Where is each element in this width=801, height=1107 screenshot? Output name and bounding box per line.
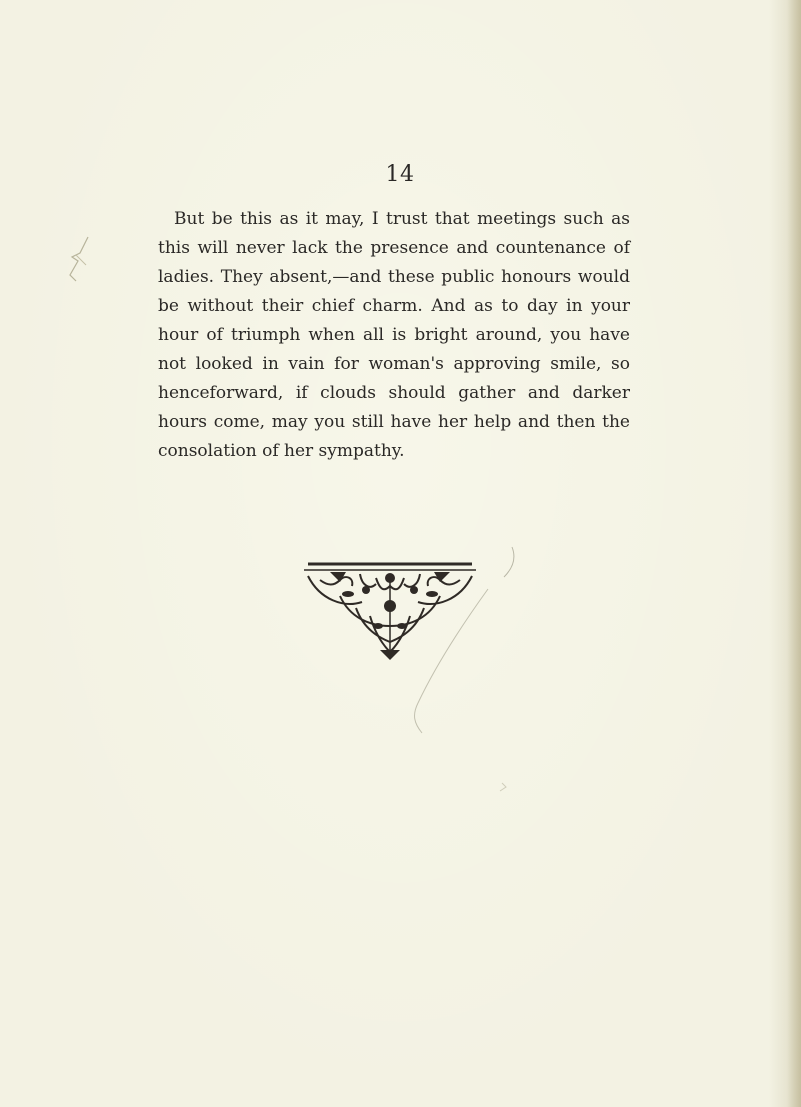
- body-paragraph: But be this as it may, I trust that meetings such as this will never lack the presence and countenance of ladies. They absent,—and these public honours would be without their chief charm. And as to day in your hour of triumph when all is bright around, you have not looked in vain for woman's approving smile, so henceforward, if clouds should gather and darker hours come, may you still have her help and then the consolation of her sympathy.: [158, 209, 630, 461]
- page-edge-shadow: [787, 0, 801, 1107]
- margin-smudge-mark: [58, 235, 98, 285]
- page-number: 14: [385, 162, 415, 187]
- floral-tailpiece-icon: [300, 556, 480, 664]
